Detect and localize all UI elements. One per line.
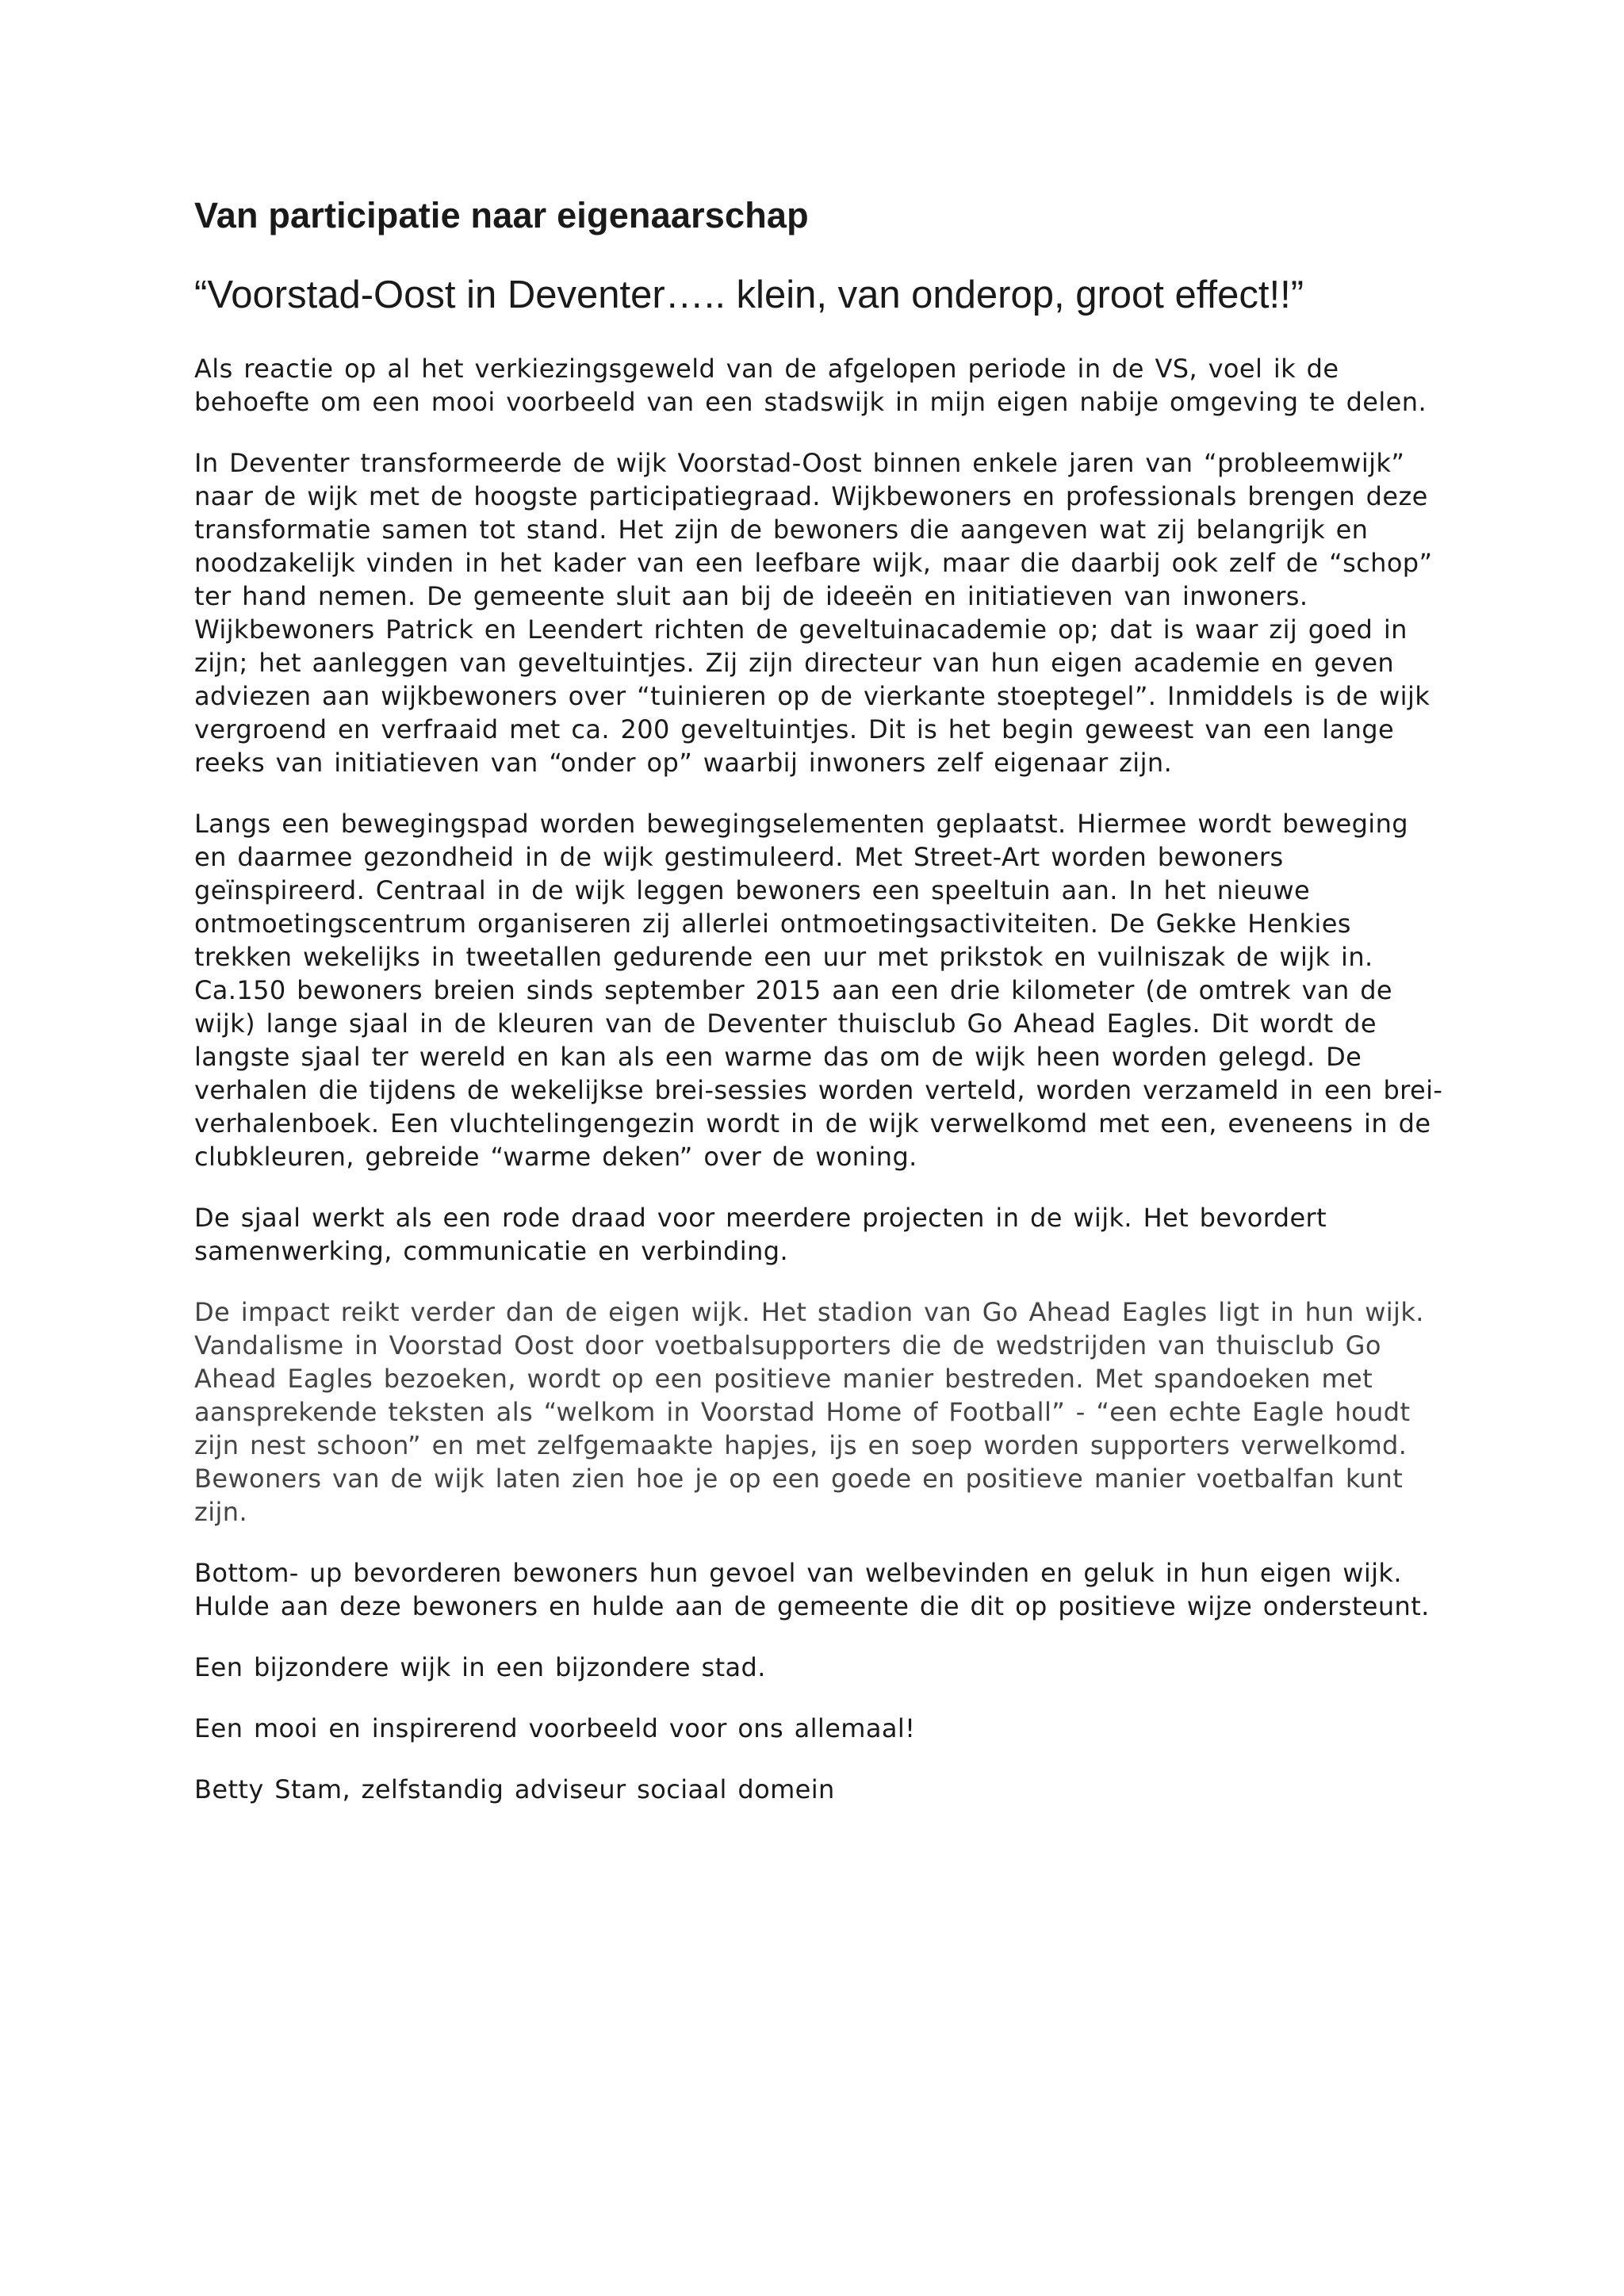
author-signature: Betty Stam, zelfstandig adviseur sociaal domein (194, 1774, 835, 1804)
paragraph-initiatives: Langs een bewegingspad worden bewegingselementen geplaatst. Hiermee wordt beweging en daarmee gezondheid in de wijk gestimuleerd. Met Street-Art worden bewoners geïnspireerd. Centraal in de wijk leggen bewoners een speeltuin aan. In het nieuwe ontmoetingscentrum organiseren zij allerlei ontmoetingsactiviteiten. De Gekke Henkies trekken wekelijks in tweetallen gedurende een uur met prikstok en vuilniszak de wijk in. Ca.150 bewoners breien sinds september 2015 aan een drie kilometer (de omtrek van de wijk) lange sjaal in de kleuren van de Deventer thuisclub Go Ahead Eagles. Dit wordt de langste sjaal ter wereld en kan als een warme das om de wijk heen worden gelegd. De verhalen die tijdens de wekelijkse brei-sessies worden verteld, worden verzameld in een brei-verhalenboek. Een vluchtelingengezin wordt in de wijk verwelkomd met een, eveneens in de clubkleuren, gebreide “warme deken” over de woning. (194, 809, 1443, 1172)
document-subtitle: “Voorstad-Oost in Deventer….. klein, van onderop, groot effect!!” (194, 274, 1304, 316)
paragraph-special-district: Een bijzondere wijk in een bijzondere stad. (194, 1652, 766, 1682)
paragraph-bottom-up: Bottom- up bevorderen bewoners hun gevoel van welbevinden en geluk in hun eigen wijk. Hulde aan deze bewoners en hulde aan de gemeente die dit op positieve wijze ondersteunt. (194, 1558, 1430, 1621)
document-page (194, 193, 1447, 1834)
paragraph-intro: Als reactie op al het verkiezingsgeweld van de afgelopen periode in de VS, voel ik de behoefte om een mooi voorbeeld van een stadswijk in mijn eigen nabije omgeving te delen. (194, 354, 1427, 417)
paragraph-transformation: In Deventer transformeerde de wijk Voorstad-Oost binnen enkele jaren van “probleemwijk” naar de wijk met de hoogste participatiegraad. Wijkbewoners en professionals brengen deze transformatie samen tot stand. Het zijn de bewoners die aangeven wat zij belangrijk en noodzakelijk vinden in het kader van een leefbare wijk, maar die daarbij ook zelf de “schop” ter hand nemen. De gemeente sluit aan bij de ideeën en initiatieven van inwoners. Wijkbewoners Patrick en Leendert richten de geveltuinacademie op; dat is waar zij goed in zijn; het aanleggen van geveltuintjes. Zij zijn directeur van hun eigen academie en geven adviezen aan wijkbewoners over “tuinieren op de vierkante stoeptegel”. Inmiddels is de wijk vergroend en verfraaid met ca. 200 geveltuintjes. Dit is het begin geweest van een lange reeks van initiatieven van “onder op” waarbij inwoners zelf eigenaar zijn. (194, 448, 1433, 778)
paragraph-scarf: De sjaal werkt als een rode draad voor meerdere projecten in de wijk. Het bevordert samenwerking, communicatie en verbinding. (194, 1203, 1327, 1266)
document-title: Van participatie naar eigenaarschap (194, 195, 809, 235)
paragraph-impact: De impact reikt verder dan de eigen wijk. Het stadion van Go Ahead Eagles ligt in hun wijk. Vandalisme in Voorstad Oost door voetbalsupporters die de wedstrijden van thuisclub Go Ahead Eagles bezoeken, wordt op een positieve manier bestreden. Met spandoeken met aansprekende teksten als “welkom in Voorstad Home of Football” - “een echte Eagle houdt zijn nest schoon” en met zelfgemaakte hapjes, ijs en soep worden supporters verwelkomd. Bewoners van de wijk laten zien hoe je op een goede en positieve manier voetbalfan kunt zijn. (194, 1297, 1424, 1527)
paragraph-inspiring-example: Een mooi en inspirerend voorbeeld voor ons allemaal! (194, 1713, 916, 1743)
